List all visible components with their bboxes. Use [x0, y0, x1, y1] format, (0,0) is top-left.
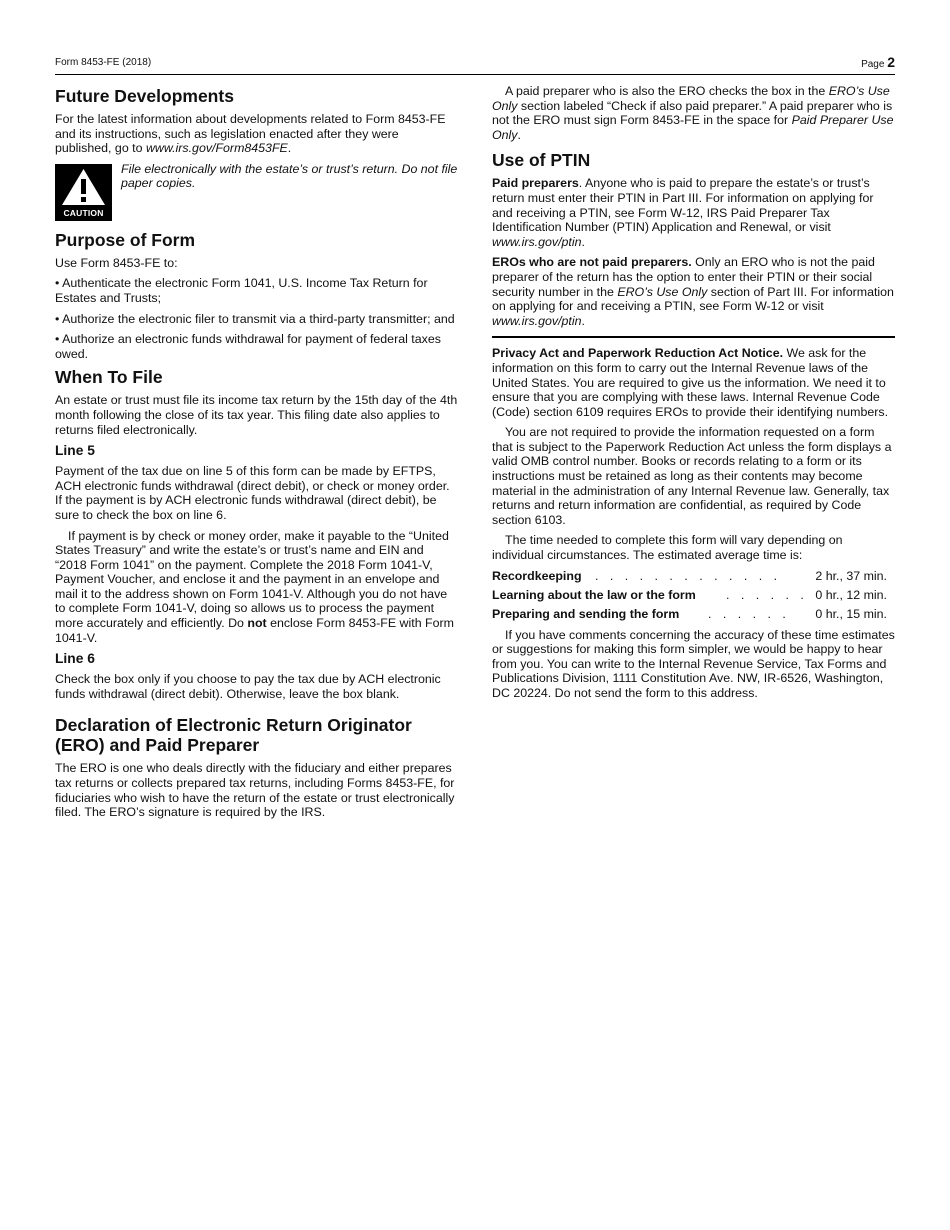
leader-dots: . . . . . . . . . . . . . — [595, 568, 782, 583]
time-value: 0 hr., 12 min. — [815, 587, 887, 602]
privacy-notice-title: Privacy Act and Paperwork Reduction Act Notice. — [492, 346, 784, 361]
line6-text: Check the box only if you choose to pay the tax due by ACH electronic funds withdrawal (direct debit). Otherwise, leave the box blank. — [55, 672, 441, 701]
line5-text-2: If payment is by check or money order, make it payable to the “United States Treasury” and write the estate’s or trust’s name and EIN and “2018 Form 1041” on the payment. Complete the 2018 Form 1041-V, Payment Voucher, and enclose it and the payment in an envelope and mail it to the address shown on Form 1041-V. Although you do not have to complete Form 1041-V, doing so allows us to process the payment more accurately and efficiently. Do not enclose Form 8453-FE with Form 1041-V. — [55, 528, 454, 645]
time-value: 2 hr., 37 min. — [815, 568, 887, 583]
declaration-text: The ERO is one who deals directly with the fiduciary and either prepares tax returns or collects prepared tax returns, including Forms 8453-FE, for fiduciaries who wish to have the return of the estate or trust electronically filed. The ERO’s signature is required by the IRS. — [55, 761, 455, 820]
time-row-recordkeeping — [492, 569, 895, 588]
caution-text: File electronically with the estate’s or trust’s return. Do not file paper copies. — [121, 161, 458, 191]
left-column — [55, 84, 458, 826]
privacy-notice-text: Privacy Act and Paperwork Reduction Act Notice. We ask for the information on this form to carry out the Internal Revenue laws of the United States. You are required to give us the information. We need it to ensure that you are complying with these laws. Internal Revenue Code (Code) section 6109 requires EROs to provide their identifying numbers. — [492, 346, 889, 419]
when-to-file-heading: When To File — [55, 367, 163, 388]
ptin-eros: EROs who are not paid preparers. Only an ERO who is not the paid preparer of the return has the option to enter their PTIN or their social security number in the ERO’s Use Only section of Part III. For information on applying for and receiving a PTIN, see Form W-12 or visit www.irs.gov/ptin. — [492, 255, 894, 328]
future-developments-heading: Future Developments — [55, 86, 234, 106]
right-column — [492, 84, 895, 707]
page-indicator — [861, 54, 895, 70]
leader-dots: . . . . . . — [708, 606, 790, 621]
form-id: Form 8453-FE (2018) — [55, 57, 152, 68]
ptin-paid-preparers: Paid preparers. Anyone who is paid to prepare the estate’s or trust’s return must enter their PTIN in Part III. For information on applying for and receiving a PTIN, see Form W-12, IRS Paid Preparer Tax Identification Number (PTIN) Application and Renewal, or visit www.irs.gov/ptin. — [492, 176, 874, 249]
purpose-bullet: • Authorize an electronic funds withdrawal for payment of federal taxes owed. — [55, 332, 441, 361]
time-row-preparing — [492, 607, 895, 626]
purpose-heading: Purpose of Form — [55, 229, 196, 250]
purpose-bullet: • Authorize the electronic filer to transmit via a third-party transmitter; and — [55, 311, 455, 326]
purpose-intro: Use Form 8453-FE to: — [55, 255, 178, 270]
ptin-url-link[interactable]: www.irs.gov/ptin — [492, 234, 582, 249]
time-value: 0 hr., 15 min. — [815, 606, 887, 621]
ptin-heading: Use of PTIN — [492, 150, 591, 171]
page-header — [55, 54, 895, 75]
time-label: Recordkeeping — [492, 568, 582, 583]
line5-heading: Line 5 — [55, 443, 95, 459]
future-developments-text: For the latest information about developments related to Form 8453-FE and its instructions, such as legislation enacted after they were published, go to www.irs.gov/Form8453FE. — [55, 112, 446, 156]
privacy-text-3: The time needed to complete this form will vary depending on individual circumstances. The estimated average time is: — [492, 533, 843, 563]
caution-word: CAUTION — [63, 207, 104, 218]
form-url-link[interactable]: www.irs.gov/Form8453FE — [145, 141, 288, 156]
line6-heading: Line 6 — [55, 651, 95, 667]
section-divider — [492, 336, 895, 338]
leader-dots: . . . . . . — [726, 587, 808, 602]
line5-text-1: Payment of the tax due on line 5 of this form can be made by EFTPS, ACH electronic funds withdrawal (direct debit), or check or money order. If the payment is by ACH electronic funds withdrawal (direct debit), be sure to check the box on line 6. — [55, 464, 450, 522]
caution-icon — [55, 164, 112, 221]
time-label: Preparing and sending the form — [492, 606, 680, 621]
purpose-bullet: • Authenticate the electronic Form 1041, U.S. Income Tax Return for Estates and Trusts; — [55, 276, 428, 305]
privacy-text-4: If you have comments concerning the accuracy of these time estimates or suggestions for making this form simpler, we would be happy to hear from you. You can write to the Internal Revenue Service, Tax Forms and Publications Division, 1111 Constitution Ave. NW, IR-6526, Washington, DC 20224. Do not send the form to this address. — [492, 627, 895, 700]
when-to-file-text: An estate or trust must file its income tax return by the 15th day of the 4th month following the close of its tax year. This filing date also applies to returns filed electronically. — [55, 393, 458, 437]
time-label: Learning about the law or the form — [492, 587, 696, 602]
paid-preparer-text: A paid preparer who is also the ERO checks the box in the ERO’s Use Only section labeled “Check if also paid preparer.” A paid preparer who is not the ERO must sign Form 8453-FE in the space for Paid Preparer Use Only. — [492, 84, 894, 142]
declaration-heading: Declaration of Electronic Return Originator (ERO) and Paid Preparer — [55, 715, 412, 756]
privacy-text-2: You are not required to provide the information requested on a form that is subject to the Paperwork Reduction Act unless the form displays a valid OMB control number. Books or records relating to a form or its instructions must be retained as long as their contents may become material in the administration of any Internal Revenue law. Generally, tax returns and return information are confidential, as required by Code section 6103. — [492, 425, 892, 527]
ptin-url-link-2[interactable]: www.irs.gov/ptin — [492, 313, 582, 328]
form-page — [55, 54, 895, 820]
time-row-learning — [492, 588, 895, 607]
caution-notice — [55, 162, 458, 222]
page-number: 2 — [887, 54, 895, 70]
page-label: Page — [861, 59, 885, 70]
